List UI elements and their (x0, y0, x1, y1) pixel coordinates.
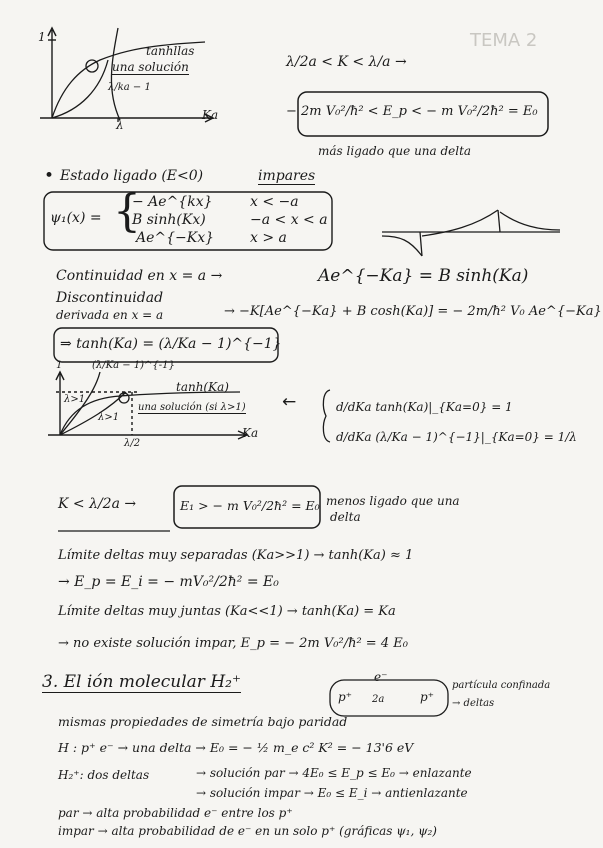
discontinuity-eq: → −K[Ae^{−Ka} + B cosh(Ka)] = − 2m/ħ² V₀ Ae^{−Ka} (224, 304, 602, 319)
note2-line1: menos ligado que una (326, 494, 460, 508)
par-line: par → alta probabilidad e⁻ entre los p⁺ (58, 806, 293, 820)
psi-row2-cond: −a < x < a (250, 212, 328, 228)
graph2-arrow: ← (282, 392, 297, 412)
psi-row1-expr: − Ae^{kx} (132, 194, 213, 210)
section-bound-subtitle: impares (258, 168, 316, 184)
limit2-equation: → no existe solución impar, E_p = − 2m V₀²/ħ² = 4 E₀ (58, 636, 408, 651)
psi-sketch (382, 210, 560, 256)
continuity-eq: Ae^{−Ka} = B sinh(Ka) (318, 266, 529, 286)
graph2-tanh-label: tanh(Ka) (176, 380, 229, 394)
limit1-equation: → E_p = E_i = − mV₀²/2ħ² = E₀ (58, 574, 279, 590)
graph2-solution-label: una solución (si λ>1) (138, 402, 246, 413)
section-bound-bullet: • (44, 166, 55, 186)
ghost-heading: TEMA 2 (470, 30, 538, 51)
graph2-x-tick: λ/2 (124, 438, 141, 449)
molecule-proton-left: p⁺ (338, 690, 353, 704)
note1: más ligado que una delta (318, 144, 472, 158)
condition1: λ/2a < K < λ/a → (286, 54, 407, 70)
graph1-x-axis-label: Ka (202, 108, 219, 122)
derivs-brace (323, 390, 330, 442)
derivative-1: d/dKa tanh(Ka)|_{Ka=0} = 1 (336, 400, 513, 414)
graph1-inv-label: λ/ka − 1 (108, 82, 151, 93)
note2-line2: delta (330, 510, 361, 524)
graph1-tanh-label: tanhllas (146, 44, 195, 58)
molecule-electron: e⁻ (374, 670, 388, 684)
discontinuity-label-1: Discontinuidad (56, 290, 164, 306)
h2plus-odd: → solución impar → E₀ ≤ E_i → antienlazante (196, 786, 468, 800)
psi-lhs: ψ₁(x) = (50, 210, 102, 226)
molecule-note-2: → deltas (452, 698, 495, 709)
psi-row2-expr: B sinh(Kx) (132, 212, 206, 228)
psi-row1-cond: x < −a (250, 194, 299, 210)
discontinuity-label-2: derivada en x = a (56, 308, 164, 322)
graph2-lam-label-b: λ>1 (98, 412, 120, 423)
continuity-label: Continuidad en x = a → (56, 268, 223, 284)
graph1-x-tick: λ (116, 118, 124, 132)
condition2: K < λ/2a → (58, 496, 137, 512)
h2plus-lhs: H₂⁺: dos deltas (58, 768, 150, 782)
limit1-label: Límite deltas muy separadas (Ka>>1) → tanh(Ka) ≈ 1 (58, 548, 414, 563)
section3-title: 3. El ión molecular H₂⁺ (42, 672, 241, 692)
hydrogen-line: H : p⁺ e⁻ → una delta → E₀ = − ½ m_e c² K² = − 13'6 eV (58, 740, 414, 755)
molecule-distance: 2a (372, 694, 385, 705)
energy2: E₁ > − m V₀²/2ħ² = E₀ (180, 498, 320, 513)
graph2-y-tick: 1 (56, 360, 63, 371)
graph2-lam-label: λ>1 (64, 394, 86, 405)
tanh-equation: ⇒ tanh(Ka) = (λ/Ka − 1)^{−1} (60, 336, 282, 352)
graph1-solution-label: una solución (112, 60, 189, 74)
limit2-label: Límite deltas muy juntas (Ka<<1) → tanh(Ka) = Ka (58, 604, 396, 619)
graph1-y-tick: 1 (38, 30, 46, 44)
graph1-curves (52, 28, 205, 122)
molecule-note-1: partícula confinada (452, 680, 551, 691)
psi-brace: { (113, 186, 141, 237)
psi-row3-cond: x > a (250, 230, 287, 246)
graph1-axes (40, 28, 213, 122)
symmetry-line: mismas propiedades de simetría bajo paridad (58, 714, 348, 729)
h2plus-even: → solución par → 4E₀ ≤ E_p ≤ E₀ → enlazante (196, 766, 472, 780)
graph2-x-axis-label: Ka (242, 426, 259, 440)
section-bound-title: Estado ligado (E<0) (60, 168, 204, 184)
derivative-2: d/dKa (λ/Ka − 1)^{−1}|_{Ka=0} = 1/λ (336, 430, 577, 444)
graph2-top-label: (λ/Ka − 1)^{-1} (92, 360, 175, 371)
impar-line: impar → alta probabilidad de e⁻ en un solo p⁺ (gráficas ψ₁, ψ₂) (58, 824, 437, 838)
energy1: − 2m V₀²/ħ² < E_p < − m V₀²/2ħ² = E₀ (286, 104, 538, 119)
psi-row3-expr: Ae^{−Kx} (136, 230, 215, 246)
molecule-proton-right: p⁺ (420, 690, 435, 704)
